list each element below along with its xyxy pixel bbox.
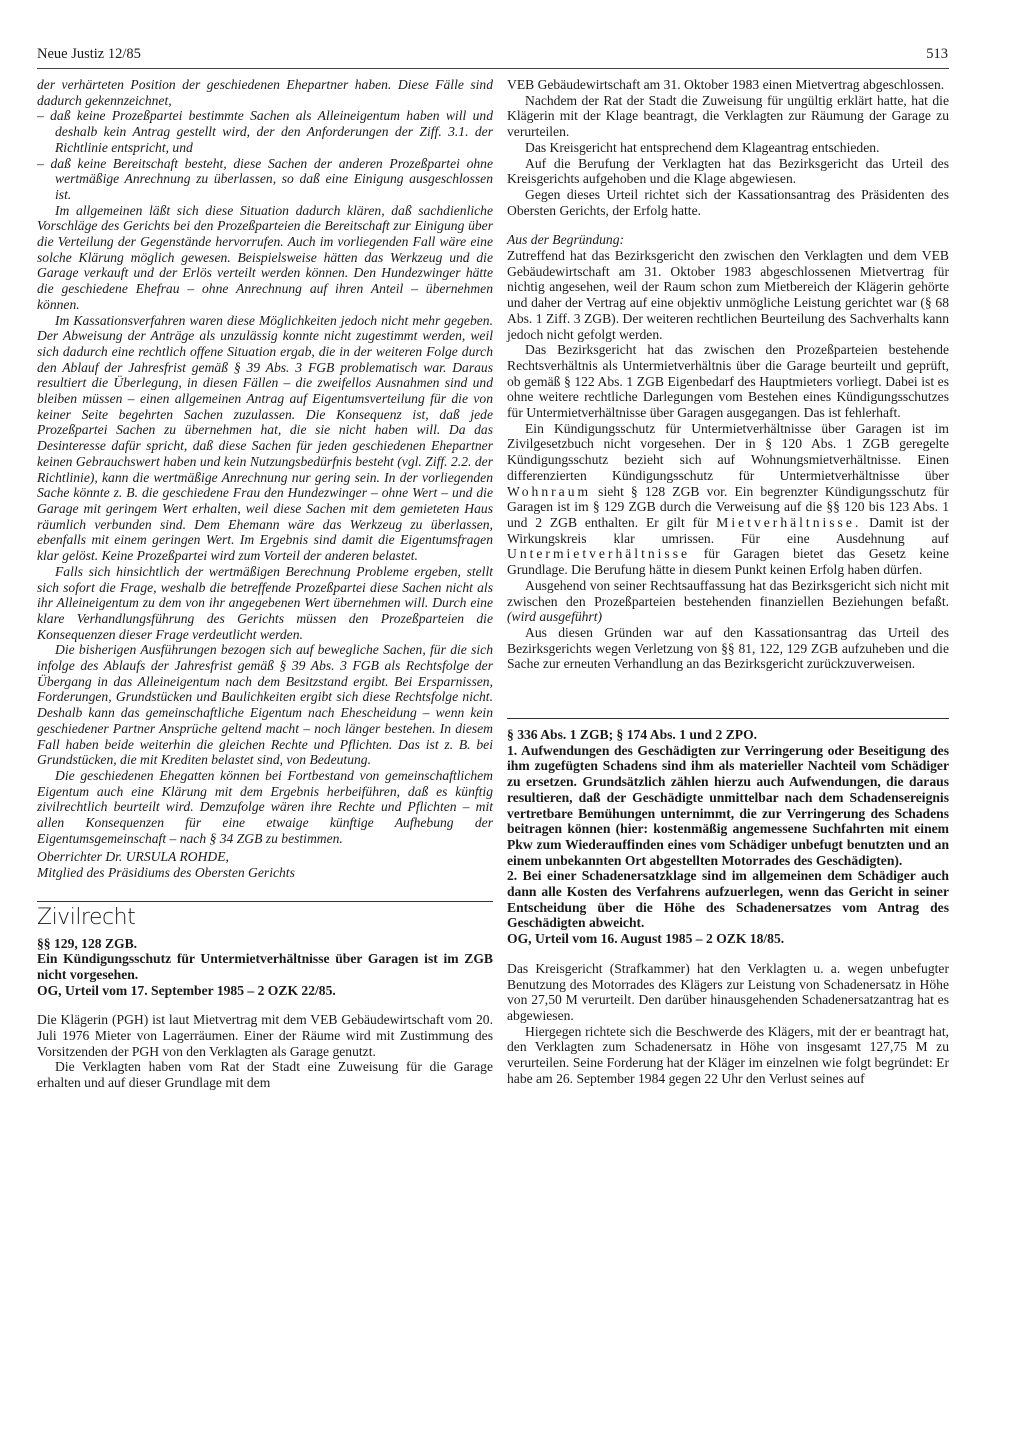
bullet-item: – daß keine Prozeßpartei bestimmte Sachen als Alleineigentum haben will und deshalb kein Antrag gestellt wird, der den Anforderungen der Ziff. 3.1. der Richtlinie entspricht, und — [37, 108, 493, 155]
text-run: sieht § 128 ZGB vor. Ein begrenzter Kündigungsschutz für Garagen ist im § 129 ZGB durch die Verweisung auf die §§ 120 bis 123 Abs. 1 und 2 ZGB enthalten. Er gilt für — [507, 483, 949, 530]
paragraph: Das Kreisgericht (Strafkammer) hat den Verklagten u. a. wegen unbefugter Benutzung des Motorrades des Klägers zur Leistung von Schadenersatz in Höhe von 27,50 M verurteilt. Den darüber hinausgehenden Schadenersatzantrag hat es abgewiesen. — [507, 960, 949, 1023]
paragraph: Zutreffend hat das Bezirksgericht den zwischen den Verklagten und dem VEB Gebäudewirtschaft am 31. Oktober 1983 abgeschlossenen Mietvertrag für nichtig angesehen, weil der Raum schon zum Mietbereich der Klägerin gehörte und daher der Vertrag auf eine objektiv unmögliche Leistung gerichtet war (§ 68 Abs. 1 Ziff. 3 ZGB). Der weiteren rechtlichen Beurteilung des Sachverhalts kann jedoch nicht gefolgt werden. — [507, 248, 949, 342]
paragraph — [507, 421, 949, 578]
reasons-heading: Aus der Begründung: — [507, 232, 625, 248]
case-headnote: 2. Bei einer Schadenersatzklage sind im allgemeinen dem Schädiger auch dann alle Kosten des Verfahrens aufzuerlegen, wenn das Gericht in seiner Entscheidung über die Höhe des Schadenersatzes vom Antrag des Geschädigten abweicht. — [507, 868, 949, 931]
paragraph: Hiergegen richtete sich die Beschwerde des Klägers, mit der er beantragt hat, den Verklagten zum Schadenersatz in Höhe von insgesamt 127,75 M zu verurteilen. Seine Forderung hat der Kläger im einzelnen wie folgt begründet: Er habe am 26. September 1984 gegen 22 Uhr den Verlust seines auf — [507, 1023, 949, 1086]
bullet-item: – daß keine Bereitschaft besteht, diese Sachen der anderen Prozeßpartei ohne wertmäßige Anrechnung zu überlassen, so daß eine Einigung ausgeschlossen ist. — [37, 155, 493, 202]
case-headnote-block — [37, 936, 493, 999]
case-headnote: Ein Kündigungsschutz für Untermietverhältnisse über Garagen ist im ZGB nicht vorgesehen. — [37, 951, 493, 982]
paragraph: Die Klägerin (PGH) ist laut Mietvertrag mit dem VEB Gebäudewirtschaft vom 20. Juli 1976 Mieter von Lagerräumen. Einer der Räume wird mit Zustimmung des Vorsitzenden der PGH von den Verklagten als Garage genutzt. — [37, 1012, 493, 1059]
commentary-block — [37, 77, 493, 881]
case-reference: §§ 129, 128 ZGB. — [37, 935, 138, 951]
header-rule — [37, 68, 949, 69]
case-headnote-block — [507, 718, 949, 947]
spaced-term: Wohnraum — [507, 483, 592, 499]
paragraph: Im allgemeinen läßt sich diese Situation dadurch klären, daß sachdienliche Vorschläge des Gerichts bei den Prozeßparteien die Bereitschaft zur Einigung über die Verteilung der Gegenstände hervorrufen. Auch im vorliegenden Fall wäre eine solche Klärung möglich gewesen. Beispielsweise hätten das Werkzeug und die Garage verkauft und der Erlös verteilt werden können. Den Hundezwinger hätte die geschiedene Ehefrau – ohne Anrechnung auf ihren Anteil – übernehmen können. — [37, 202, 493, 312]
paragraph: Das Kreisgericht hat entsprechend dem Klageantrag entschieden. — [525, 139, 880, 155]
paragraph: Gegen dieses Urteil richtet sich der Kassationsantrag des Präsidenten des Obersten Gerichts, der Erfolg hatte. — [507, 186, 949, 218]
case-headnote: 1. Aufwendungen des Geschädigten zur Verringerung oder Beseitigung des ihm zugefügten Schadens sind ihm als materieller Nachteil vom Schädiger zu ersetzen. Grundsätzlich zählen hierzu auch Aufwendungen, die daraus resultieren, daß der Geschädigte unmittelbar nach dem Schadensereignis vertretbare Bemühungen unternimmt, die zur Verringerung des Schadens beitragen können (hier: kostenmäßig angemessene Suchfahrten mit einem Pkw zum Wiederauffinden eines vom Schädiger unbefugt benutzten und an einem unbekannten Ort abgestellten Motorrades des Geschädigten). — [507, 742, 949, 868]
paragraph: VEB Gebäudewirtschaft am 31. Oktober 1983 einen Mietvertrag abgeschlossen. — [507, 77, 945, 92]
spaced-term: Mietverhältnisse. — [716, 514, 862, 530]
paragraph: der verhärteten Position der geschiedenen Ehepartner haben. Diese Fälle sind dadurch gekennzeichnet, — [37, 77, 493, 108]
page-number: 513 — [926, 46, 948, 62]
author-name: Oberrichter Dr. URSULA ROHDE, — [37, 849, 229, 865]
right-column — [507, 77, 949, 1086]
paragraph — [507, 578, 949, 625]
left-column — [37, 77, 493, 1091]
section-title: Zivilrecht — [37, 904, 136, 930]
omission-note: (wird ausgeführt) — [507, 609, 603, 625]
paragraph: Falls sich hinsichtlich der wertmäßigen Berechnung Probleme ergeben, stellt sich sofort die Frage, weshalb die betreffende Prozeßpartei diese Sachen nicht als ihr Alleineigentum zu dem von ihr angegebenen Wert übernehmen will. Durch eine klare Verhandlungsführung des Gerichts müssen den Prozeßparteien die Konsequenzen dieser Frage verdeutlicht werden. — [37, 563, 493, 642]
author-role: Mitglied des Präsidiums des Obersten Gerichts — [37, 865, 295, 881]
paragraph: Nachdem der Rat der Stadt die Zuweisung für ungültig erklärt hatte, hat die Klägerin mit der Klage beantragt, die Verklagten zur Räumung der Garage zu verurteilen. — [507, 92, 949, 140]
text-run: Damit ist der Wirkungskreis klar umrissen. Für eine Ausdehnung auf — [507, 514, 949, 546]
text-run: Ausgehend von seiner Rechtsauffassung hat das Bezirksgericht sich nicht mit zwischen den Prozeßparteien bestehenden finanziellen Beziehungen befaßt. — [507, 577, 949, 609]
paragraph: Auf die Berufung der Verklagten hat das Bezirksgericht das Urteil des Kreisgerichts aufgehoben und die Klage abgewiesen. — [507, 155, 949, 187]
author-signature — [37, 849, 493, 880]
case-court: OG, Urteil vom 16. August 1985 – 2 OZK 18/85. — [507, 931, 785, 947]
paragraph: Das Bezirksgericht hat das zwischen den Prozeßparteien bestehende Rechtsverhältnis als Untermietverhältnis über die Garage beurteilt und geprüft, ob gemäß § 122 Abs. 1 ZGB Eigenbedarf des Hauptmieters vorliegt. Dabei ist es ohne weitere rechtliche Darlegungen vom Bestehen eines Kündigungsschutzes für Untermietverhältnisse über Garagen ausgegangen. Das ist fehlerhaft. — [507, 342, 949, 421]
text-run: für Garagen bietet das Gesetz keine Grundlage. Die Berufung hätte in diesem Punkt keinen Erfolg haben dürfen. — [507, 546, 949, 578]
case-reference: § 336 Abs. 1 ZGB; § 174 Abs. 1 und 2 ZPO. — [507, 727, 758, 743]
paragraph: Die geschiedenen Ehegatten können bei Fortbestand von gemeinschaftlichem Eigentum auch eine Klärung mit dem Ergebnis herbeiführen, daß es künftig zivilrechtlich beurteilt wird. Demzufolge wären ihre Rechte und Pflichten – mit allen Konsequenzen für eine etwaige künftige Aufhebung der Eigentumsgemeinschaft – nach § 34 ZGB zu bestimmen. — [37, 767, 493, 846]
case-court: OG, Urteil vom 17. September 1985 – 2 OZK 22/85. — [37, 982, 336, 998]
paragraph: Aus diesen Gründen war auf den Kassationsantrag das Urteil des Bezirksgerichts wegen Verletzung von §§ 81, 122, 129 ZGB aufzuheben und die Sache zur erneuten Verhandlung an das Bezirksgericht zurückzuverweisen. — [507, 624, 949, 672]
section-header — [37, 901, 493, 928]
paragraph: Die bisherigen Ausführungen bezogen sich auf bewegliche Sachen, für die sich infolge des Ablaufs der Jahresfrist gemäß § 39 Abs. 3 FGB als Rechtsfolge der Übergang in das Alleineigentum nach dem Besitzstand ergibt. Bei Ersparnissen, Forderungen, Grundstücken und Baulichkeiten ergibt sich diese Rechtsfolge nicht. Deshalb kann das gemeinschaftliche Eigentum nach Ehescheidung – wenn kein geschiedener Partner Ansprüche geltend macht – noch länger bestehen. In diesem Fall haben beide weiterhin die gleichen Rechte und Pflichten. Das ist z. B. bei Grundstücken, die mit Krediten belastet sind, von Bedeutung. — [37, 642, 493, 768]
paragraph: Die Verklagten haben vom Rat der Stadt eine Zuweisung für die Garage erhalten und auf dieser Grundlage mit dem — [37, 1059, 493, 1091]
spaced-term: Untermietverhältnisse — [507, 546, 691, 562]
paragraph: Im Kassationsverfahren waren diese Möglichkeiten jedoch nicht mehr gegeben. Der Abweisung der Anträge als unzulässig konnte nicht zugestimmt werden, weil sich dadurch eine rechtlich offene Situation ergab, die in der weiteren Folge durch den Ablauf der Jahresfrist gemäß § 39 Abs. 3 FGB problematisch war. Daraus resultiert die Überlegung, in diesen Fällen – die zweifellos Ausnahmen sind und bleiben müssen – einen allgemeinen Antrag auf Eigentumsverteilung für die von keiner Seite begehrten Sachen zuzulassen. Die Konsequenz ist, daß jede Prozeßpartei Sachen zu übernehmen hat, die sie nicht haben will. Da das Desinteresse dafür spricht, daß diese Sachen für jeden geschiedenen Ehepartner keinen Gebrauchswert haben und kein Nutzungsbedürfnis besteht (vgl. Ziff. 2.2. der Richtlinie), kann die wertmäßige Anrechnung nur gering sein. In der vorliegenden Sache könnte z. B. die geschiedene Frau den Hundezwinger – ohne Wert – und die Garage mit geringem Wert erhalten, weil diese Sachen mit dem gemieteten Haus räumlich verbunden sind. Dem Ehemann wäre das Werkzeug zu überlassen, ebenfalls mit einem geringen Wert. Im Ergebnis sind damit die Eigentumsfragen klar gelöst. Keine Prozeßpartei wird zum Vorteil der anderen belastet. — [37, 312, 493, 564]
journal-issue: Neue Justiz 12/85 — [37, 46, 141, 62]
text-run: Ein Kündigungsschutz für Untermietverhältnisse über Garagen ist im Zivilgesetzbuch nicht vorgesehen. Der in § 120 Abs. 1 ZGB geregelte Kündigungsschutz bezieht sich auf Wohnungsmietverhältnisse. Einen differenzierten Kündigungsschutz für Untermietverhältnisse über — [507, 420, 949, 483]
